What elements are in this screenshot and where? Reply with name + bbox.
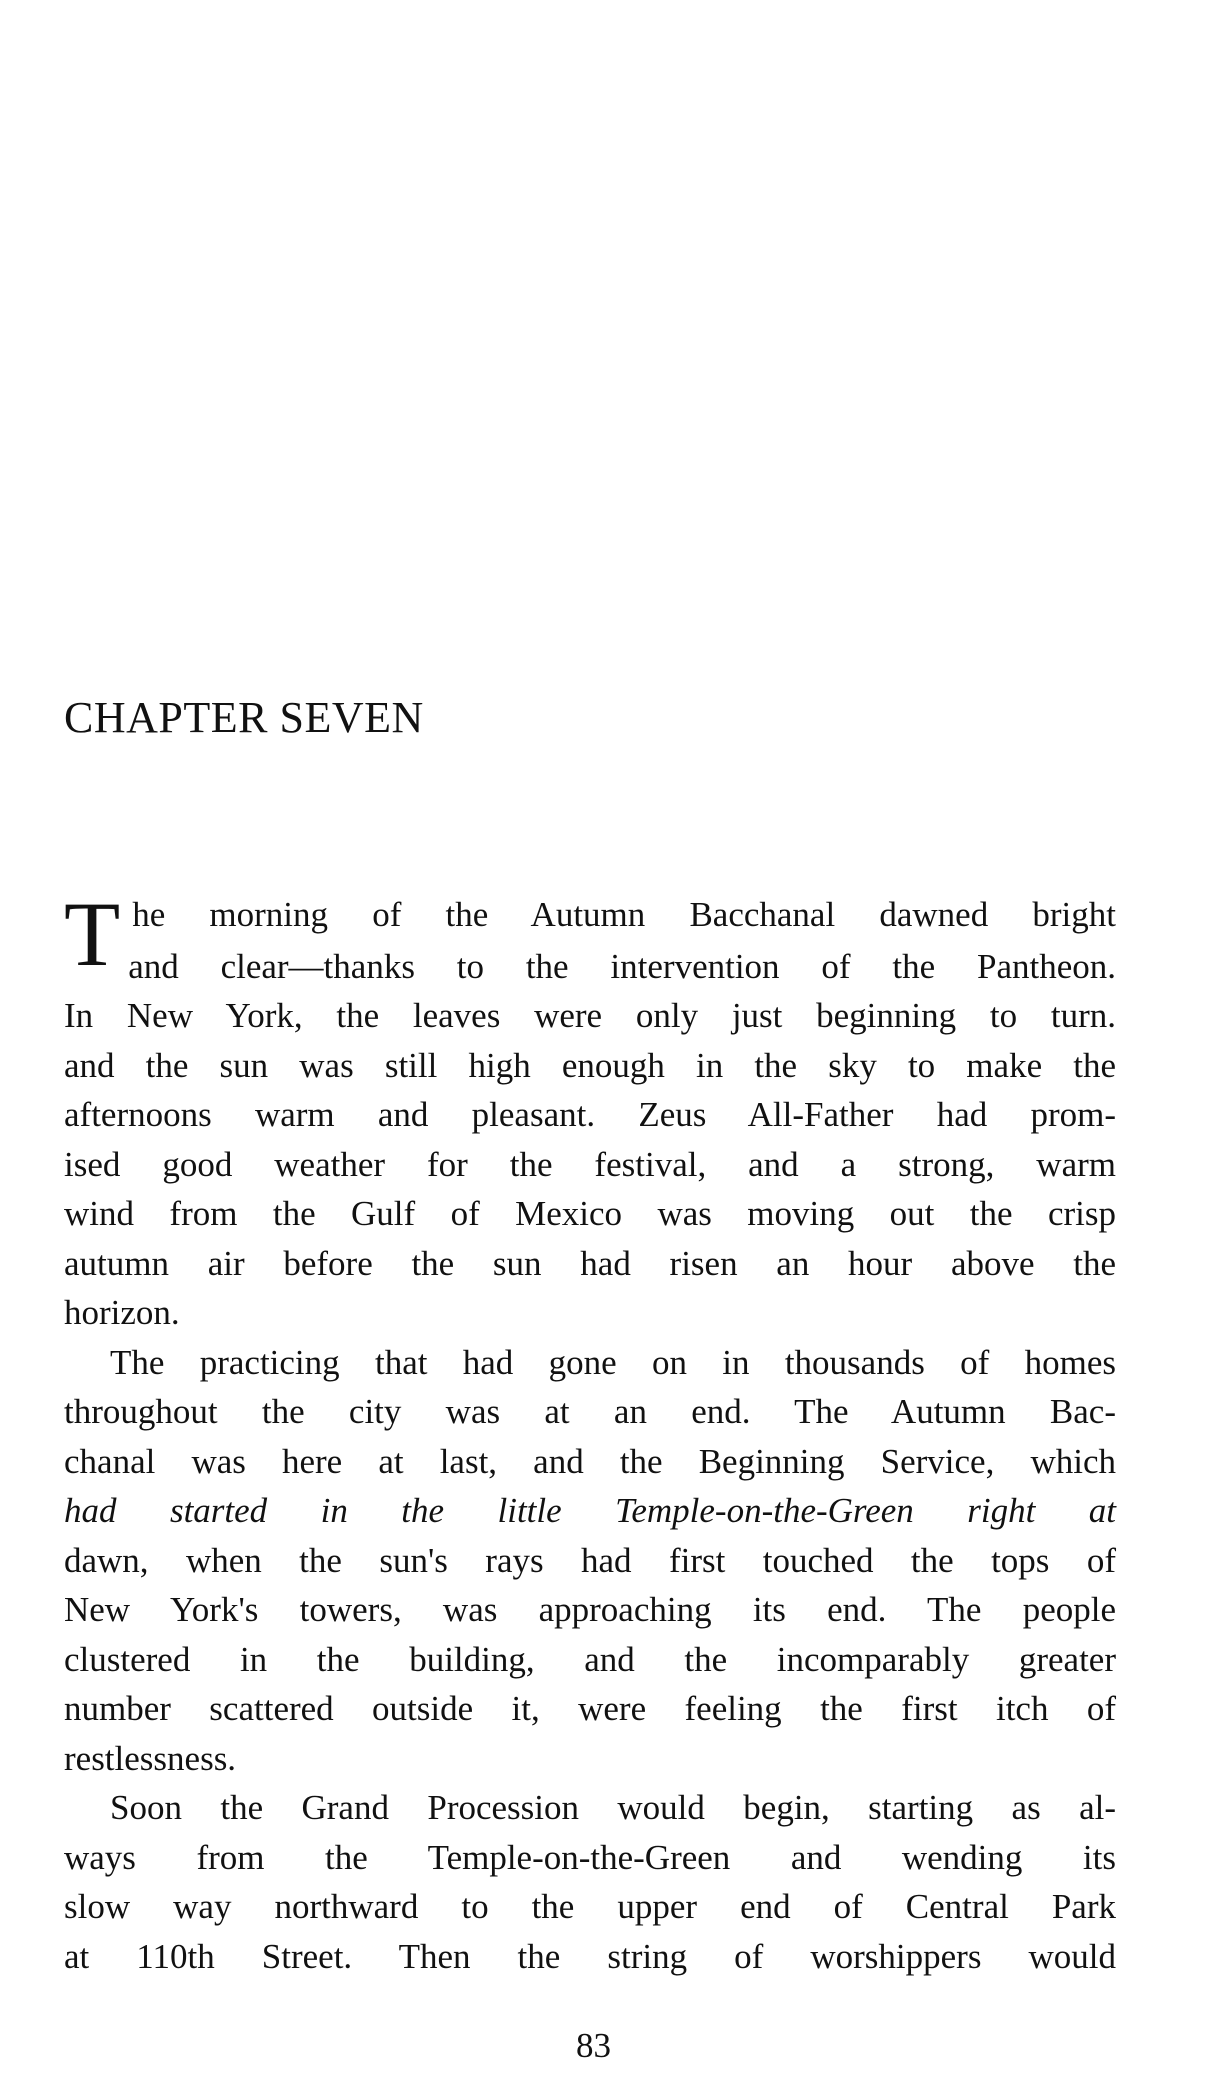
- text-line: chanal was here at last, and the Beginning Service, which: [64, 1441, 1116, 1481]
- text-line: dawn, when the sun's rays had first touched the tops of: [64, 1540, 1116, 1580]
- paragraph-1: [64, 883, 1116, 1338]
- text-line: afternoons warm and pleasant. Zeus All-Father had prom-: [64, 1095, 1116, 1134]
- drop-cap-line-rest: he morning of the Autumn Bacchanal dawned bright: [132, 895, 1116, 934]
- text-line: The morning of the Autumn Bacchanal dawned bright: [64, 883, 1116, 985]
- text-line: clustered in the building, and the incomparably greater: [64, 1639, 1116, 1679]
- text-line: slow way northward to the upper end of Central Park: [64, 1887, 1116, 1926]
- paragraph-3: [64, 1783, 1116, 1981]
- text-line: autumn air before the sun had risen an hour above the: [64, 1243, 1116, 1283]
- text-line: ways from the Temple-on-the-Green and wending its: [64, 1837, 1116, 1877]
- text-line: ised good weather for the festival, and a strong, warm: [64, 1144, 1116, 1184]
- text-line: wind from the Gulf of Mexico was moving out the crisp: [64, 1194, 1116, 1233]
- text-line: at 110th Street. Then the string of worshippers would: [64, 1936, 1116, 1976]
- text-line: The practicing that had gone on in thousands of homes: [110, 1342, 1116, 1382]
- text-line: Soon the Grand Procession would begin, starting as al-: [110, 1788, 1116, 1827]
- chapter-heading: CHAPTER SEVEN: [64, 693, 424, 742]
- text-line: had started in the little Temple-on-the-Green right at: [64, 1491, 1116, 1530]
- text-line: restlessness.: [64, 1738, 237, 1778]
- page-number: 83: [576, 2026, 611, 2065]
- text-line: horizon.: [64, 1293, 180, 1332]
- text-line: and the sun was still high enough in the sky to make the: [64, 1045, 1116, 1085]
- text-line: and clear—thanks to the intervention of the Pantheon.: [128, 946, 1116, 986]
- text-line: throughout the city was at an end. The Autumn Bac-: [64, 1392, 1116, 1431]
- paragraph-2: [64, 1338, 1116, 1784]
- text-line: number scattered outside it, were feeling the first itch of: [64, 1689, 1116, 1728]
- text-line: In New York, the leaves were only just beginning to turn.: [64, 996, 1116, 1035]
- text-line: New York's towers, was approaching its end. The people: [64, 1590, 1116, 1629]
- body-text: [64, 883, 1116, 1981]
